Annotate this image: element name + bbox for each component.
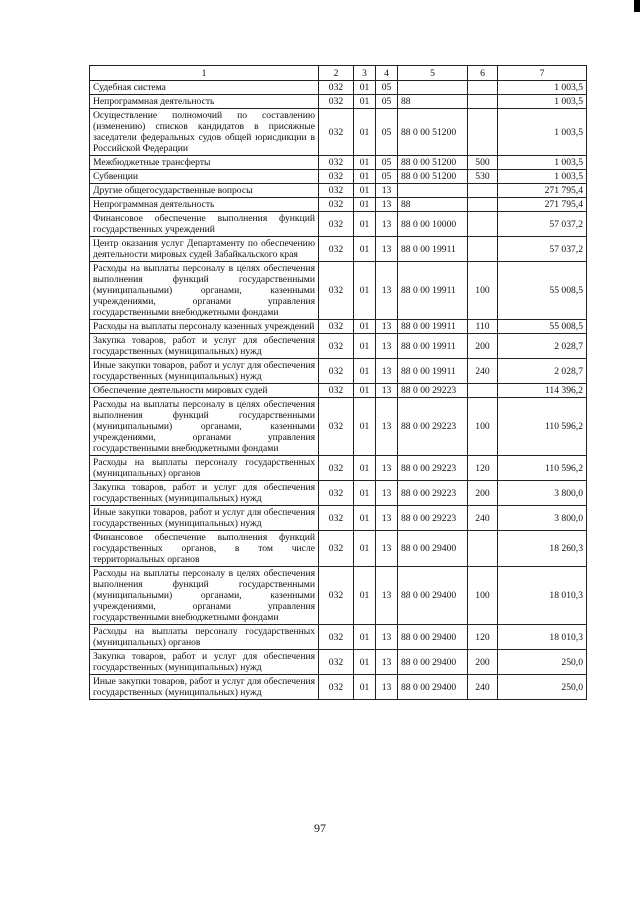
- row-gr-cell: 032: [319, 109, 354, 156]
- row-pr-cell: 13: [376, 384, 398, 398]
- row-amount-cell: 1 003,5: [498, 156, 587, 170]
- row-gr-cell: 032: [319, 184, 354, 198]
- row-name-cell: Непрограммная деятельность: [90, 95, 319, 109]
- row-gr-cell: 032: [319, 567, 354, 625]
- header-cell: 5: [398, 66, 468, 81]
- table-row: [90, 95, 587, 109]
- row-pr-cell: 13: [376, 184, 398, 198]
- row-amount-cell: 3 800,0: [498, 481, 587, 506]
- row-csr-cell: 88: [398, 198, 468, 212]
- row-csr-cell: 88 0 00 51200: [398, 170, 468, 184]
- row-vr-cell: 200: [468, 334, 498, 359]
- row-name-cell: Центр оказания услуг Департаменту по обеспечению деятельности мировых судей Забайкальского края: [90, 237, 319, 262]
- row-name-cell: Расходы на выплаты персоналу в целях обеспечения выполнения функций государственными (муниципальными) органами, казенными учреждениями, органами управления государственными внебюджетными фондами: [90, 398, 319, 456]
- row-pr-cell: 13: [376, 506, 398, 531]
- row-pr-cell: 05: [376, 170, 398, 184]
- row-name-cell: Субвенции: [90, 170, 319, 184]
- row-name-cell: Осуществление полномочий по составлению (изменению) списков кандидатов в присяжные заседатели федеральных судов общей юрисдикции в Российской Федерации: [90, 109, 319, 156]
- row-amount-cell: 1 003,5: [498, 109, 587, 156]
- row-vr-cell: [468, 384, 498, 398]
- row-rz-cell: 01: [354, 398, 376, 456]
- row-csr-cell: 88 0 00 29223: [398, 456, 468, 481]
- row-csr-cell: 88 0 00 29400: [398, 567, 468, 625]
- row-name-cell: Непрограммная деятельность: [90, 198, 319, 212]
- table-row: [90, 650, 587, 675]
- row-csr-cell: 88 0 00 19911: [398, 334, 468, 359]
- row-amount-cell: 57 037,2: [498, 237, 587, 262]
- table-row: [90, 456, 587, 481]
- row-rz-cell: 01: [354, 212, 376, 237]
- row-amount-cell: 271 795,4: [498, 184, 587, 198]
- row-vr-cell: 120: [468, 456, 498, 481]
- table-row: [90, 481, 587, 506]
- row-rz-cell: 01: [354, 567, 376, 625]
- row-name-cell: Другие общегосударственные вопросы: [90, 184, 319, 198]
- row-gr-cell: 032: [319, 262, 354, 320]
- row-amount-cell: 110 596,2: [498, 398, 587, 456]
- row-vr-cell: 110: [468, 320, 498, 334]
- row-gr-cell: 032: [319, 359, 354, 384]
- table-row: [90, 262, 587, 320]
- table-row: [90, 170, 587, 184]
- table-row: [90, 675, 587, 700]
- row-vr-cell: 240: [468, 359, 498, 384]
- row-pr-cell: 13: [376, 320, 398, 334]
- table-row: [90, 184, 587, 198]
- header-cell: 6: [468, 66, 498, 81]
- row-amount-cell: 2 028,7: [498, 359, 587, 384]
- row-csr-cell: 88 0 00 19911: [398, 359, 468, 384]
- row-amount-cell: 55 008,5: [498, 320, 587, 334]
- row-pr-cell: 13: [376, 198, 398, 212]
- row-rz-cell: 01: [354, 506, 376, 531]
- table-row: [90, 334, 587, 359]
- row-csr-cell: 88 0 00 19911: [398, 262, 468, 320]
- row-name-cell: Расходы на выплаты персоналу государственных (муниципальных) органов: [90, 625, 319, 650]
- row-gr-cell: 032: [319, 675, 354, 700]
- row-csr-cell: 88 0 00 29400: [398, 675, 468, 700]
- table-row: [90, 237, 587, 262]
- row-amount-cell: 1 003,5: [498, 170, 587, 184]
- row-rz-cell: 01: [354, 109, 376, 156]
- row-vr-cell: 100: [468, 567, 498, 625]
- row-vr-cell: 100: [468, 398, 498, 456]
- row-name-cell: Обеспечение деятельности мировых судей: [90, 384, 319, 398]
- row-vr-cell: 500: [468, 156, 498, 170]
- row-pr-cell: 13: [376, 237, 398, 262]
- row-gr-cell: 032: [319, 156, 354, 170]
- row-name-cell: Расходы на выплаты персоналу в целях обеспечения выполнения функций государственными (муниципальными) органами, казенными учреждениями, органами управления государственными внебюджетными фондами: [90, 262, 319, 320]
- table-row: [90, 625, 587, 650]
- row-name-cell: Иные закупки товаров, работ и услуг для обеспечения государственных (муниципальных) нужд: [90, 675, 319, 700]
- header-cell: 1: [90, 66, 319, 81]
- row-rz-cell: 01: [354, 262, 376, 320]
- row-vr-cell: 240: [468, 506, 498, 531]
- row-gr-cell: 032: [319, 531, 354, 567]
- row-vr-cell: [468, 198, 498, 212]
- row-name-cell: Финансовое обеспечение выполнения функций государственных учреждений: [90, 212, 319, 237]
- row-pr-cell: 13: [376, 212, 398, 237]
- row-pr-cell: 13: [376, 675, 398, 700]
- row-vr-cell: 240: [468, 675, 498, 700]
- row-csr-cell: 88 0 00 29400: [398, 650, 468, 675]
- row-amount-cell: 18 010,3: [498, 567, 587, 625]
- row-rz-cell: 01: [354, 320, 376, 334]
- row-gr-cell: 032: [319, 170, 354, 184]
- row-rz-cell: 01: [354, 156, 376, 170]
- row-name-cell: Судебная система: [90, 81, 319, 95]
- row-pr-cell: 05: [376, 156, 398, 170]
- row-csr-cell: [398, 81, 468, 95]
- row-csr-cell: 88 0 00 29223: [398, 384, 468, 398]
- table-row: [90, 320, 587, 334]
- row-pr-cell: 13: [376, 481, 398, 506]
- row-amount-cell: 1 003,5: [498, 81, 587, 95]
- row-vr-cell: [468, 212, 498, 237]
- row-name-cell: Межбюджетные трансферты: [90, 156, 319, 170]
- table-row: [90, 212, 587, 237]
- table-row: [90, 567, 587, 625]
- header-cell: 3: [354, 66, 376, 81]
- header-cell: 7: [498, 66, 587, 81]
- row-amount-cell: 114 396,2: [498, 384, 587, 398]
- row-gr-cell: 032: [319, 81, 354, 95]
- row-amount-cell: 250,0: [498, 650, 587, 675]
- table-row: [90, 506, 587, 531]
- row-rz-cell: 01: [354, 81, 376, 95]
- row-csr-cell: 88 0 00 29223: [398, 398, 468, 456]
- row-amount-cell: 1 003,5: [498, 95, 587, 109]
- row-rz-cell: 01: [354, 198, 376, 212]
- row-name-cell: Расходы на выплаты персоналу в целях обеспечения выполнения функций государственными (муниципальными) органами, казенными учреждениями, органами управления государственными внебюджетными фондами: [90, 567, 319, 625]
- row-vr-cell: 200: [468, 650, 498, 675]
- row-amount-cell: 57 037,2: [498, 212, 587, 237]
- row-gr-cell: 032: [319, 95, 354, 109]
- row-rz-cell: 01: [354, 625, 376, 650]
- row-vr-cell: [468, 531, 498, 567]
- header-cell: 2: [319, 66, 354, 81]
- row-gr-cell: 032: [319, 398, 354, 456]
- row-gr-cell: 032: [319, 481, 354, 506]
- budget-table: [89, 65, 587, 700]
- row-name-cell: Закупка товаров, работ и услуг для обеспечения государственных (муниципальных) нужд: [90, 481, 319, 506]
- row-pr-cell: 13: [376, 456, 398, 481]
- row-csr-cell: 88 0 00 10000: [398, 212, 468, 237]
- row-rz-cell: 01: [354, 184, 376, 198]
- row-amount-cell: 271 795,4: [498, 198, 587, 212]
- row-vr-cell: 200: [468, 481, 498, 506]
- row-pr-cell: 05: [376, 95, 398, 109]
- row-csr-cell: 88 0 00 29400: [398, 625, 468, 650]
- row-vr-cell: 530: [468, 170, 498, 184]
- row-rz-cell: 01: [354, 334, 376, 359]
- row-pr-cell: 13: [376, 531, 398, 567]
- table-row: [90, 81, 587, 95]
- row-name-cell: Финансовое обеспечение выполнения функций государственных органов, в том числе территориальных органов: [90, 531, 319, 567]
- row-rz-cell: 01: [354, 481, 376, 506]
- row-csr-cell: 88 0 00 51200: [398, 109, 468, 156]
- row-csr-cell: 88 0 00 29400: [398, 531, 468, 567]
- row-csr-cell: 88 0 00 19911: [398, 320, 468, 334]
- row-pr-cell: 13: [376, 262, 398, 320]
- row-gr-cell: 032: [319, 384, 354, 398]
- row-gr-cell: 032: [319, 506, 354, 531]
- row-gr-cell: 032: [319, 334, 354, 359]
- table-row: [90, 198, 587, 212]
- row-pr-cell: 13: [376, 625, 398, 650]
- row-name-cell: Закупка товаров, работ и услуг для обеспечения государственных (муниципальных) нужд: [90, 650, 319, 675]
- row-gr-cell: 032: [319, 237, 354, 262]
- row-gr-cell: 032: [319, 320, 354, 334]
- row-name-cell: Иные закупки товаров, работ и услуг для обеспечения государственных (муниципальных) нужд: [90, 506, 319, 531]
- row-gr-cell: 032: [319, 625, 354, 650]
- table-row: [90, 398, 587, 456]
- row-pr-cell: 05: [376, 81, 398, 95]
- table-row: [90, 109, 587, 156]
- table-row: [90, 531, 587, 567]
- scan-corner-mark: [634, 0, 640, 12]
- row-rz-cell: 01: [354, 170, 376, 184]
- row-rz-cell: 01: [354, 384, 376, 398]
- row-name-cell: Закупка товаров, работ и услуг для обеспечения государственных (муниципальных) нужд: [90, 334, 319, 359]
- row-gr-cell: 032: [319, 456, 354, 481]
- row-vr-cell: 120: [468, 625, 498, 650]
- row-csr-cell: [398, 184, 468, 198]
- row-rz-cell: 01: [354, 95, 376, 109]
- row-gr-cell: 032: [319, 650, 354, 675]
- row-pr-cell: 13: [376, 398, 398, 456]
- row-name-cell: Расходы на выплаты персоналу казенных учреждений: [90, 320, 319, 334]
- row-csr-cell: 88 0 00 51200: [398, 156, 468, 170]
- row-csr-cell: 88 0 00 29223: [398, 506, 468, 531]
- row-csr-cell: 88: [398, 95, 468, 109]
- row-amount-cell: 18 010,3: [498, 625, 587, 650]
- row-rz-cell: 01: [354, 650, 376, 675]
- row-vr-cell: [468, 109, 498, 156]
- table-body: [90, 81, 587, 700]
- row-amount-cell: 18 260,3: [498, 531, 587, 567]
- row-amount-cell: 250,0: [498, 675, 587, 700]
- row-name-cell: Расходы на выплаты персоналу государственных (муниципальных) органов: [90, 456, 319, 481]
- row-rz-cell: 01: [354, 456, 376, 481]
- row-rz-cell: 01: [354, 237, 376, 262]
- table-row: [90, 359, 587, 384]
- row-rz-cell: 01: [354, 359, 376, 384]
- row-amount-cell: 110 596,2: [498, 456, 587, 481]
- row-vr-cell: [468, 237, 498, 262]
- row-vr-cell: [468, 81, 498, 95]
- row-pr-cell: 05: [376, 109, 398, 156]
- row-name-cell: Иные закупки товаров, работ и услуг для обеспечения государственных (муниципальных) нужд: [90, 359, 319, 384]
- row-csr-cell: 88 0 00 29223: [398, 481, 468, 506]
- row-gr-cell: 032: [319, 198, 354, 212]
- table-row: [90, 156, 587, 170]
- row-amount-cell: 2 028,7: [498, 334, 587, 359]
- page-number: 97: [314, 821, 326, 835]
- row-rz-cell: 01: [354, 531, 376, 567]
- table-header-row: [90, 66, 587, 81]
- row-vr-cell: [468, 184, 498, 198]
- row-pr-cell: 13: [376, 567, 398, 625]
- row-rz-cell: 01: [354, 675, 376, 700]
- header-cell: 4: [376, 66, 398, 81]
- row-csr-cell: 88 0 00 19911: [398, 237, 468, 262]
- row-vr-cell: [468, 95, 498, 109]
- row-amount-cell: 55 008,5: [498, 262, 587, 320]
- row-gr-cell: 032: [319, 212, 354, 237]
- row-pr-cell: 13: [376, 334, 398, 359]
- row-pr-cell: 13: [376, 359, 398, 384]
- table-row: [90, 384, 587, 398]
- row-amount-cell: 3 800,0: [498, 506, 587, 531]
- row-vr-cell: 100: [468, 262, 498, 320]
- row-pr-cell: 13: [376, 650, 398, 675]
